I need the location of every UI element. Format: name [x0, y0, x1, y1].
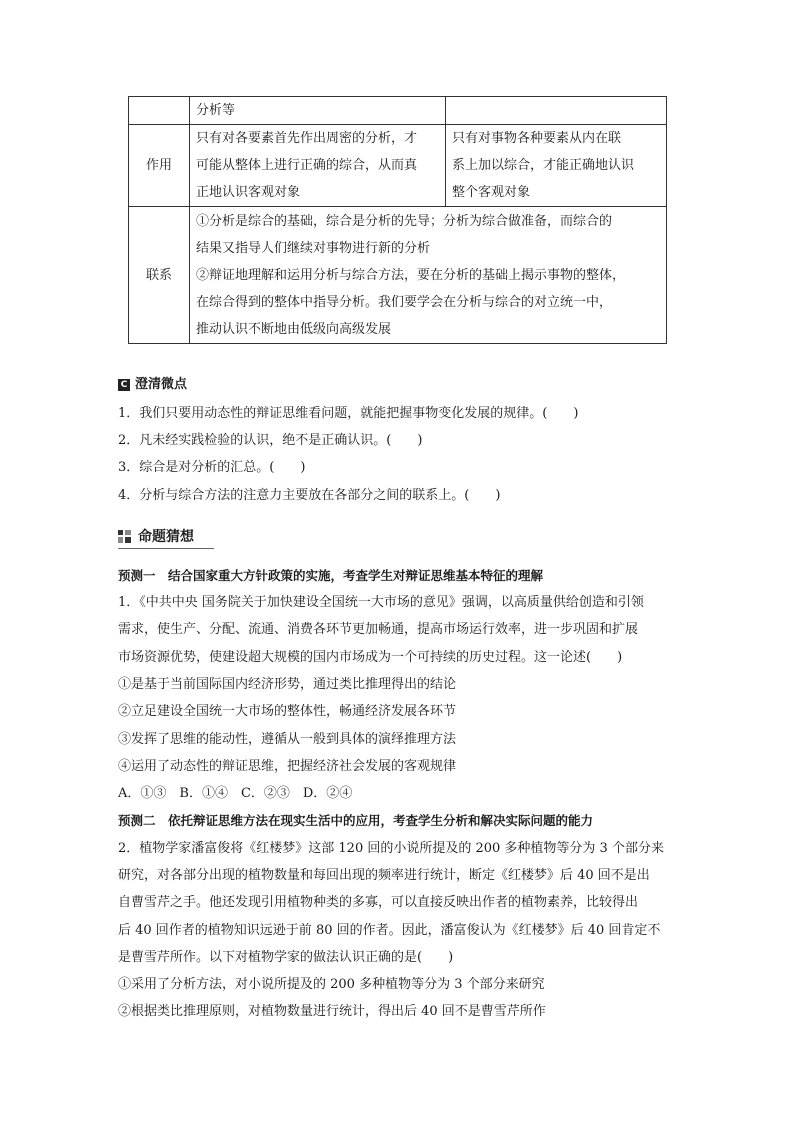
prediction-title: 预测一 结合国家重大方针政策的实施，考查学生对辩证思维基本特征的理解	[118, 568, 544, 583]
question-line: 需求，使生产、分配、流通、消费各环节更加畅通，提高市场运行效率，进一步巩固和扩展	[118, 622, 639, 637]
cell-line: ②辩证地理解和运用分析与综合方法，要在分析的基础上揭示事物的整体，	[196, 267, 626, 283]
section-title: 命题猜想	[138, 529, 194, 545]
table-header-cell: 作用	[129, 125, 190, 207]
cell-line: 只有对各要素首先作出周密的分析，才	[196, 131, 418, 146]
table-cell	[190, 207, 667, 344]
table-row	[129, 207, 667, 344]
section-c-icon: C	[118, 379, 130, 391]
comparison-table	[128, 96, 667, 344]
option-line: ③发挥了思维的能动性，遵循从一般到具体的演绎推理方法	[118, 732, 457, 747]
cell-line: 系上加以综合，才能正确地认识	[452, 158, 635, 173]
list-item: 4．分析与综合方法的注意力主要放在各部分之间的联系上。( )	[118, 488, 501, 503]
question-line: 自曹雪芹之手。他还发现引用植物种类的多寡，可以直接反映出作者的植物素养，比较得出	[118, 895, 639, 910]
list-item: 1．我们只要用动态性的辩证思维看问题，就能把握事物变化发展的规律。( )	[118, 406, 579, 421]
option-line: ①采用了分析方法，对小说所提及的 200 多种植物等分为 3 个部分来研究	[118, 977, 545, 992]
cell-line: 结果又指导人们继续对事物进行新的分析	[196, 240, 431, 256]
section-title: 澄清微点	[135, 377, 188, 392]
list-item: 2．凡未经实践检验的认识，绝不是正确认识。( )	[118, 433, 423, 448]
table-row	[129, 125, 667, 207]
table-header-cell	[129, 97, 190, 125]
cell-line: 在综合得到的整体中指导分析。我们要学会在分析与综合的对立统一中，	[196, 294, 613, 310]
question-line: 2．植物学家潘富俊将《红楼梦》这部 120 回的小说所提及的 200 多种植物等分为 3 个部分来	[118, 841, 664, 856]
table-cell: 分析等	[190, 97, 446, 125]
question-line: 后 40 回作者的植物知识远逊于前 80 回的作者。因此，潘富俊认为《红楼梦》后 40 回肯定不	[118, 923, 661, 938]
option-line: ②立足建设全国统一大市场的整体性，畅通经济发展各环节	[118, 704, 457, 719]
cell-line: 整个客观对象	[452, 185, 531, 200]
table-cell	[446, 97, 667, 125]
cell-line: ①分析是综合的基础，综合是分析的先导；分析为综合做准备，而综合的	[196, 213, 613, 229]
question-line: 研究，对各部分出现的植物数量和每回出现的频率进行统计，断定《红楼梦》后 40 回不是出	[118, 868, 650, 883]
answer-choices: A．①③ B．①④ C．②③ D．②④	[118, 786, 353, 801]
question-line: 是曹雪芹所作。以下对植物学家的做法认识正确的是( )	[118, 950, 454, 965]
table-cell	[446, 125, 667, 207]
option-line: ④运用了动态性的辩证思维，把握经济社会发展的客观规律	[118, 759, 457, 774]
question-line: 1．《中共中央 国务院关于加快建设全国统一大市场的意见》强调，以高质量供给创造和引领	[118, 595, 644, 610]
question-line: 市场资源优势，使建设超大规模的国内市场成为一个可持续的历史过程。这一论述( )	[118, 650, 623, 665]
cell-line: 只有对事物各种要素从内在联	[452, 131, 622, 146]
prediction-title: 预测二 依托辩证思维方法在现实生活中的应用，考查学生分析和解决实际问题的能力	[118, 813, 594, 828]
cell-line: 正地认识客观对象	[196, 185, 301, 200]
option-line: ①是基于当前国际国内经济形势，通过类比推理得出的结论	[118, 677, 457, 692]
table-row	[129, 97, 667, 125]
table-cell	[190, 125, 446, 207]
table-header-cell: 联系	[129, 207, 190, 344]
cell-line: 可能从整体上进行正确的综合，从而真	[196, 158, 418, 173]
blocks-icon	[118, 530, 131, 543]
section-heading	[118, 527, 214, 549]
list-item: 3．综合是对分析的汇总。( )	[118, 460, 306, 475]
cell-line: 推动认识不断地由低级向高级发展	[196, 321, 392, 337]
option-line: ②根据类比推理原则，对植物数量进行统计，得出后 40 回不是曹雪芹所作	[118, 1004, 546, 1019]
